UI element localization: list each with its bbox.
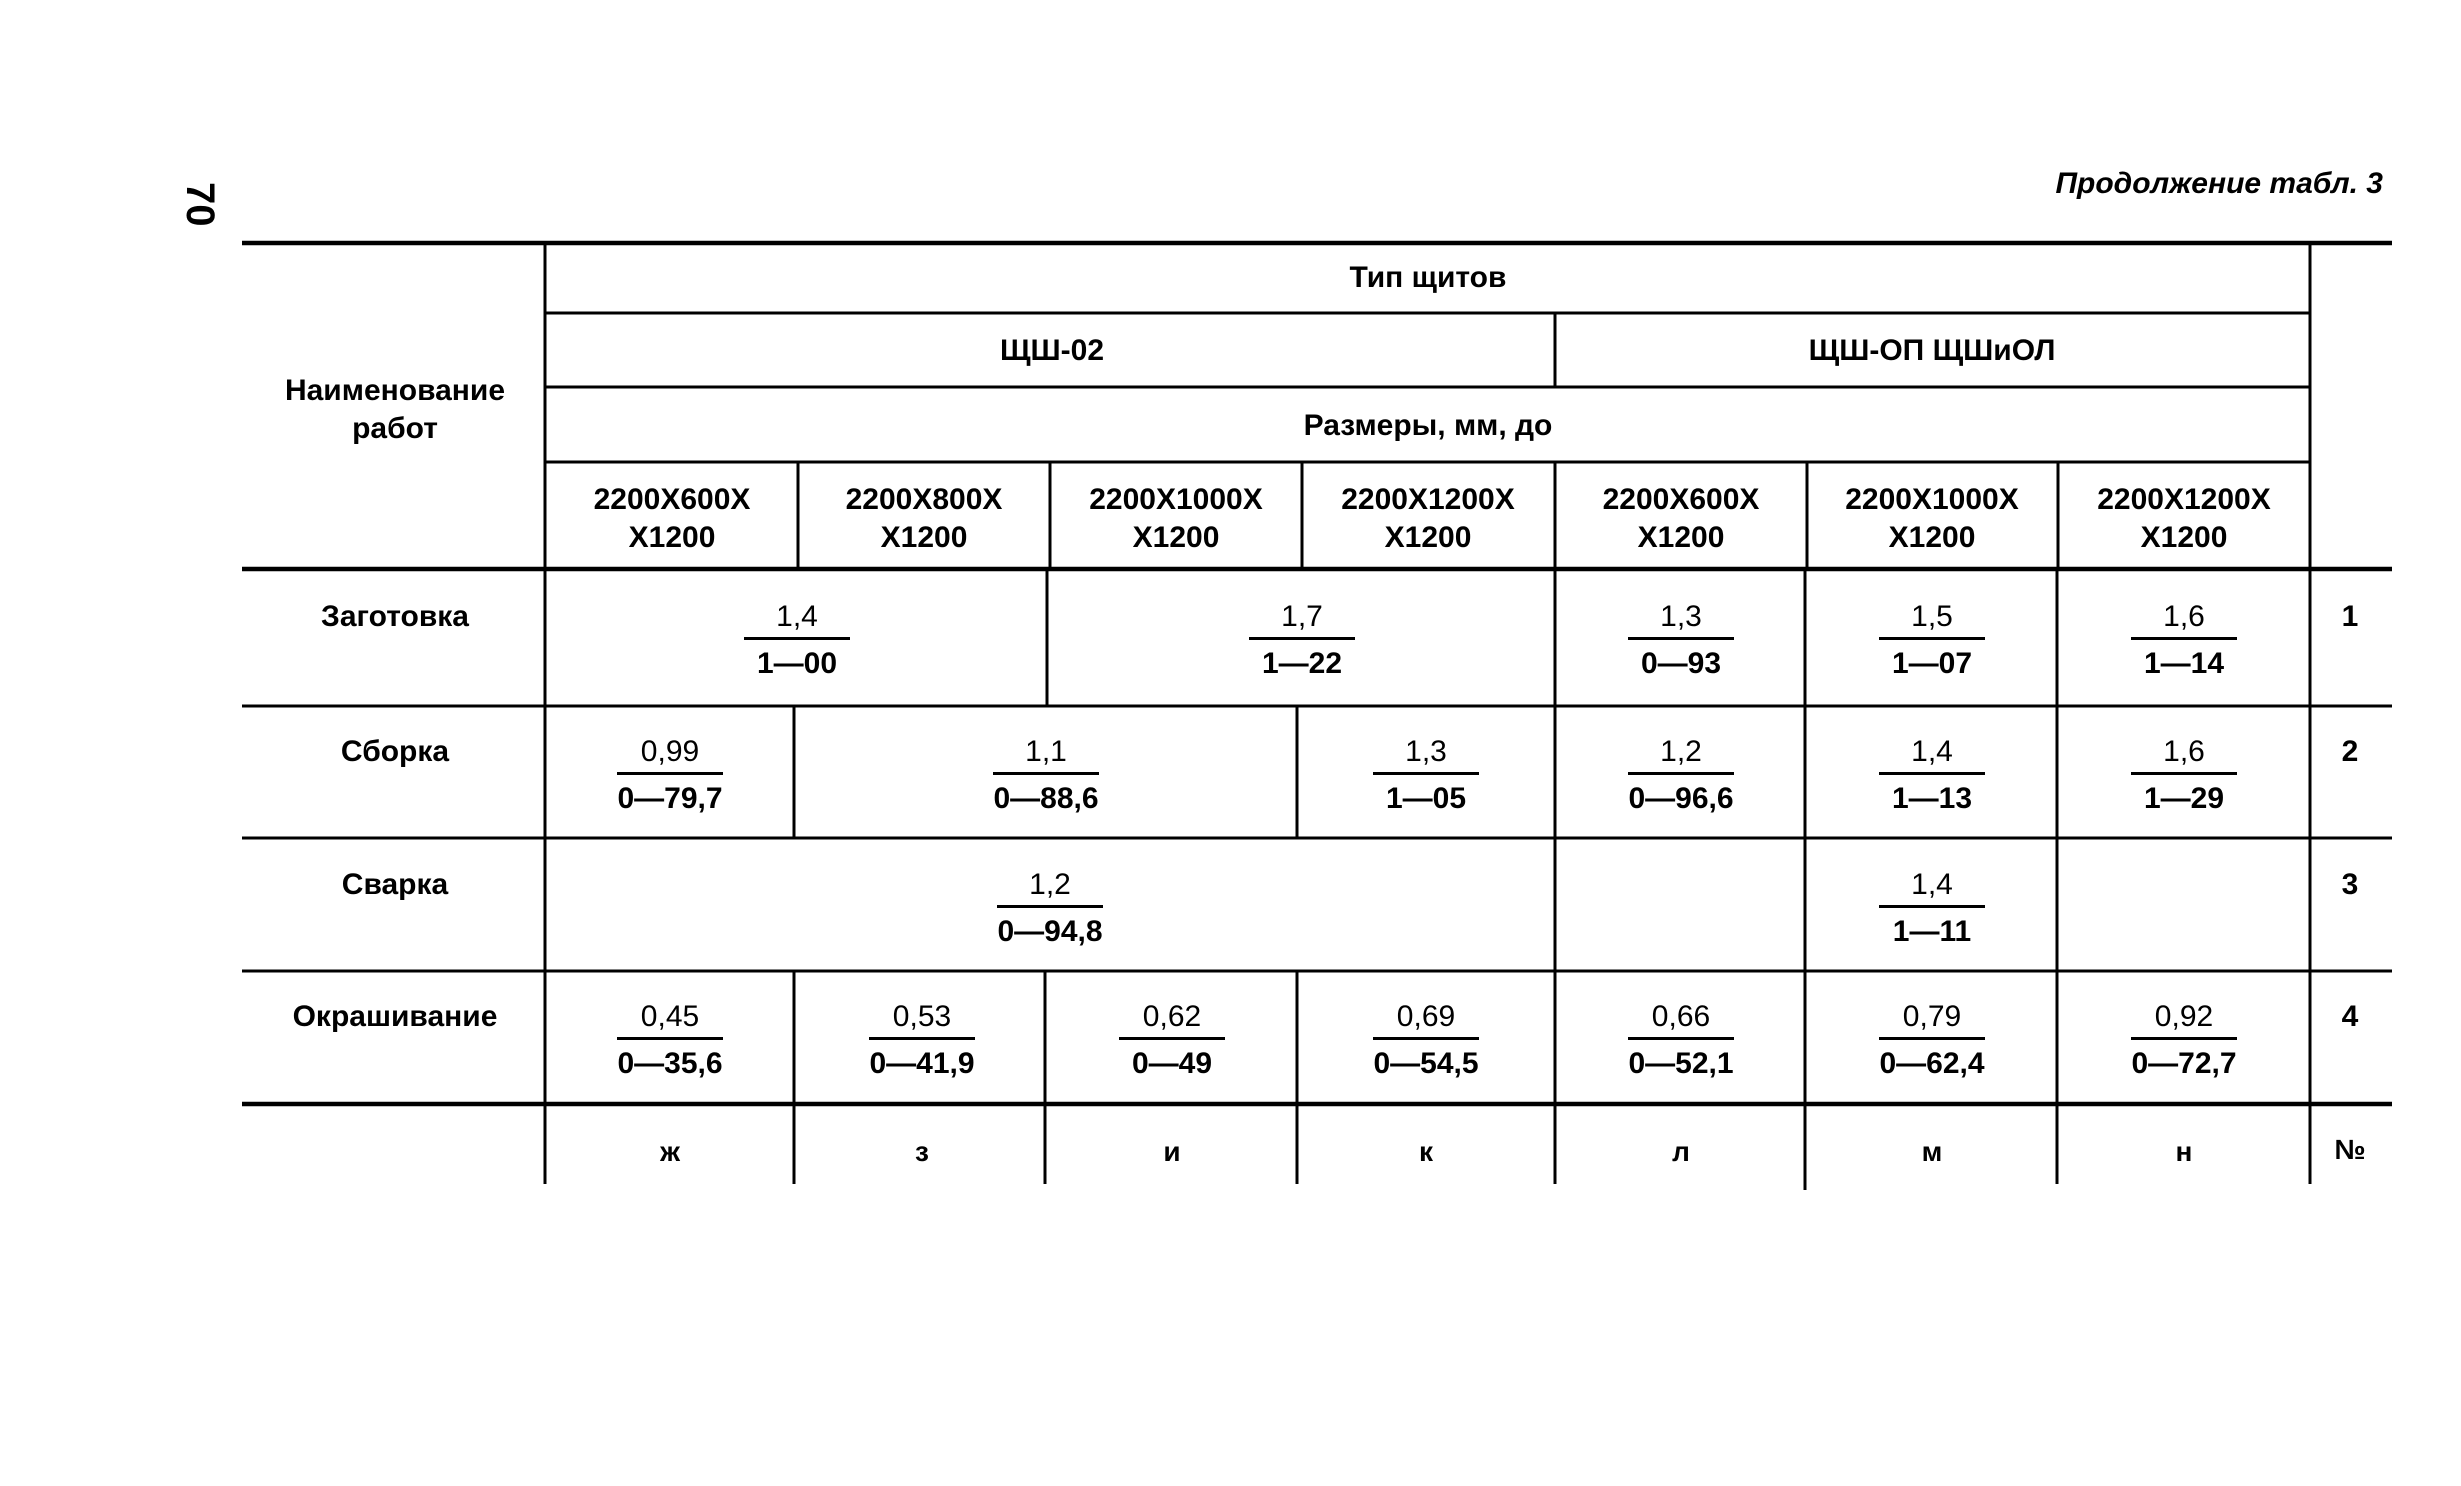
value-cell: [997, 868, 1103, 949]
size-header-1: 2200Х600Х Х1200: [593, 483, 751, 554]
value-denominator: 1—05: [1385, 782, 1467, 815]
value-cell: [1249, 600, 1355, 681]
header-group-shsh-02: ЩШ-02: [999, 334, 1105, 367]
column-letter: л: [1672, 1136, 1690, 1167]
column-letter: и: [1163, 1136, 1181, 1167]
value-denominator: 1—13: [1891, 782, 1973, 815]
value-numerator: 1,3: [1628, 600, 1734, 640]
value-numerator: 0,62: [1119, 1000, 1225, 1040]
value-denominator: 0—35,6: [617, 1047, 723, 1080]
value-denominator: 0—88,6: [993, 782, 1099, 815]
header-work-name: Наименование работ: [284, 374, 506, 445]
value-numerator: 1,1: [993, 735, 1099, 775]
value-denominator: 0—96,6: [1628, 782, 1734, 815]
size-header-7: 2200Х1200Х Х1200: [2097, 483, 2271, 554]
row-number: 2: [2341, 735, 2359, 768]
value-numerator: 0,92: [2131, 1000, 2237, 1040]
value-denominator: 1—14: [2143, 647, 2225, 680]
continuation-caption: Продолжение табл. 3: [2055, 167, 2383, 200]
value-denominator: 1—22: [1261, 647, 1343, 680]
value-cell: [617, 1000, 723, 1081]
value-cell: [1879, 1000, 1985, 1081]
value-denominator: 1—00: [756, 647, 838, 680]
size-header-6: 2200Х1000Х Х1200: [1845, 483, 2019, 554]
value-numerator: 1,6: [2131, 600, 2237, 640]
value-numerator: 1,4: [1879, 735, 1985, 775]
value-cell: [869, 1000, 975, 1081]
value-cell: [1373, 1000, 1479, 1081]
value-cell: [1628, 1000, 1734, 1081]
value-numerator: 0,99: [617, 735, 723, 775]
value-cell: [1879, 735, 1985, 816]
value-numerator: 0,53: [869, 1000, 975, 1040]
value-numerator: 1,7: [1249, 600, 1355, 640]
row-name-sborka: Сборка: [340, 735, 450, 768]
value-cell: [744, 600, 850, 681]
size-header-5: 2200Х600Х Х1200: [1602, 483, 1760, 554]
value-cell: [2131, 1000, 2237, 1081]
header-sizes-label: Размеры, мм, до: [1303, 409, 1553, 442]
value-numerator: 1,2: [997, 868, 1103, 908]
row-name-svarka: Сварка: [341, 868, 449, 901]
value-denominator: 0—93: [1640, 647, 1722, 680]
value-cell: [2131, 735, 2237, 816]
value-cell: [617, 735, 723, 816]
value-cell: [1879, 600, 1985, 681]
value-denominator: 0—72,7: [2131, 1047, 2237, 1080]
page-number: 70: [178, 182, 222, 227]
value-numerator: 0,66: [1628, 1000, 1734, 1040]
value-numerator: 1,6: [2131, 735, 2237, 775]
column-letter: ж: [660, 1136, 680, 1167]
value-denominator: 0—41,9: [869, 1047, 975, 1080]
row-number: 4: [2341, 1000, 2359, 1033]
value-cell: [1879, 868, 1985, 949]
value-cell: [1119, 1000, 1225, 1081]
row-name-okrashivanie: Окрашивание: [292, 1000, 498, 1033]
header-panel-type: Тип щитов: [1349, 261, 1507, 294]
value-numerator: 1,4: [744, 600, 850, 640]
row-name-zagotovka: Заготовка: [321, 600, 469, 633]
number-column-label: №: [2334, 1134, 2366, 1165]
row-number: 1: [2341, 600, 2359, 633]
header-group-shsh-op: ЩШ-ОП ЩШиОЛ: [1808, 334, 2056, 367]
value-numerator: 0,69: [1373, 1000, 1479, 1040]
value-denominator: 1—11: [1892, 915, 1972, 948]
size-header-3: 2200Х1000Х Х1200: [1089, 483, 1263, 554]
value-denominator: 0—54,5: [1373, 1047, 1479, 1080]
value-numerator: 1,4: [1879, 868, 1985, 908]
row-number: 3: [2341, 868, 2359, 901]
value-cell: [1628, 600, 1734, 681]
value-denominator: 0—62,4: [1879, 1047, 1985, 1080]
value-numerator: 1,3: [1373, 735, 1479, 775]
value-cell: [1628, 735, 1734, 816]
column-letter: м: [1921, 1136, 1943, 1167]
column-letter: з: [915, 1136, 929, 1167]
size-header-2: 2200Х800Х Х1200: [845, 483, 1003, 554]
value-denominator: 0—79,7: [617, 782, 723, 815]
value-denominator: 1—29: [2143, 782, 2225, 815]
value-denominator: 1—07: [1891, 647, 1973, 680]
column-letter: н: [2175, 1136, 2193, 1167]
value-numerator: 0,45: [617, 1000, 723, 1040]
value-denominator: 0—94,8: [997, 915, 1103, 948]
value-numerator: 1,5: [1879, 600, 1985, 640]
value-cell: [993, 735, 1099, 816]
value-denominator: 0—49: [1131, 1047, 1213, 1080]
value-numerator: 0,79: [1879, 1000, 1985, 1040]
value-denominator: 0—52,1: [1628, 1047, 1734, 1080]
value-numerator: 1,2: [1628, 735, 1734, 775]
size-header-4: 2200Х1200Х Х1200: [1341, 483, 1515, 554]
column-letter: к: [1418, 1136, 1434, 1167]
value-cell: [2131, 600, 2237, 681]
value-cell: [1373, 735, 1479, 816]
